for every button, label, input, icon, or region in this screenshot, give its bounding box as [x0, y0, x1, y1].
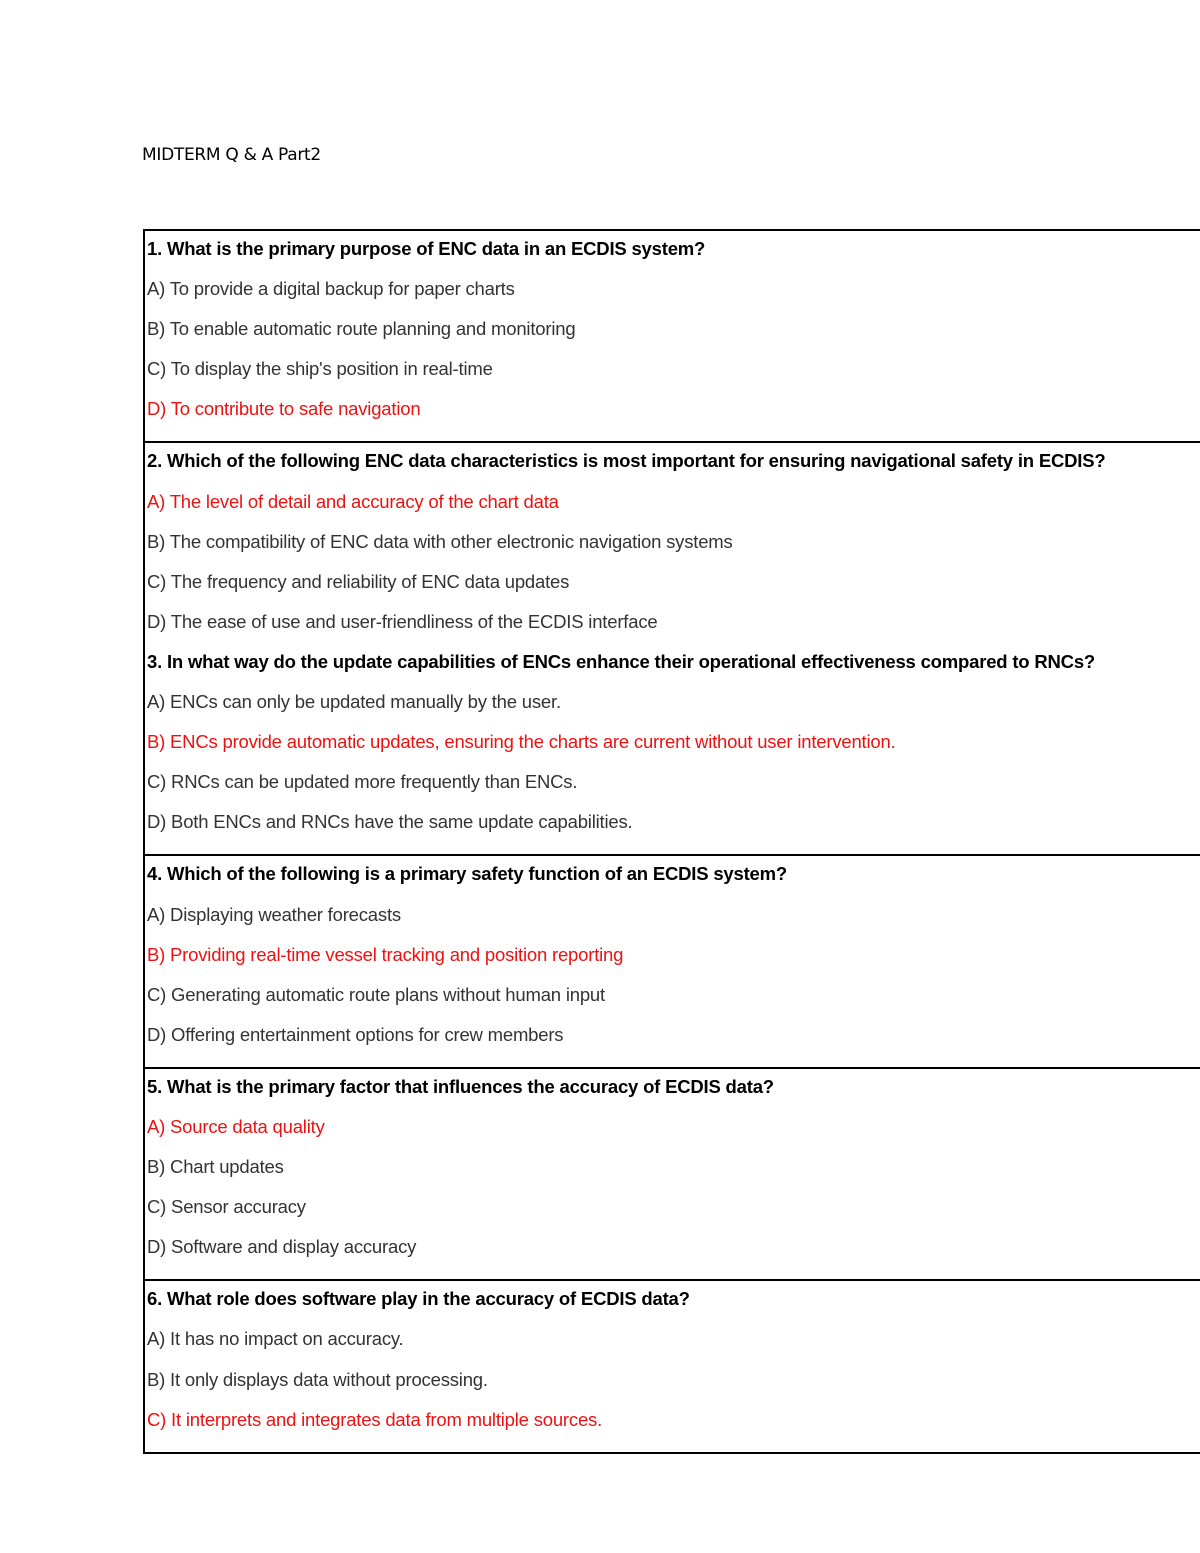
answer-option: D) The ease of use and user-friendliness of the ECDIS interface	[147, 610, 658, 632]
answer-option: B) To enable automatic route planning and monitoring	[147, 318, 576, 340]
question-block-2	[145, 441, 1200, 854]
question-block-4	[145, 854, 1200, 1066]
correct-answer-option: B) Providing real-time vessel tracking and position reporting	[147, 943, 624, 965]
answer-option: C) Generating automatic route plans without human input	[147, 983, 605, 1005]
question-text: 1. What is the primary purpose of ENC data in an ECDIS system?	[147, 238, 706, 259]
answer-option: C) Sensor accuracy	[147, 1196, 306, 1218]
question-block-6	[145, 1279, 1200, 1451]
correct-answer-option: C) It interprets and integrates data from multiple sources.	[147, 1408, 603, 1430]
answer-option: D) Offering entertainment options for crew members	[147, 1023, 564, 1045]
answer-option: A) To provide a digital backup for paper charts	[147, 278, 515, 300]
question-block-5	[145, 1067, 1200, 1279]
qa-table	[143, 229, 1200, 1454]
answer-option: A) Displaying weather forecasts	[147, 903, 401, 925]
question-text: 3. In what way do the update capabilities of ENCs enhance their operational effectiveness compared to RNCs?	[147, 650, 1096, 672]
answer-option: B) The compatibility of ENC data with other electronic navigation systems	[147, 530, 733, 552]
answer-option: D) Software and display accuracy	[147, 1236, 417, 1258]
answer-option: B) It only displays data without processing.	[147, 1368, 488, 1390]
question-text: 2. Which of the following ENC data characteristics is most important for ensuring navigational safety in ECDIS?	[147, 450, 1106, 472]
correct-answer-option: A) Source data quality	[147, 1115, 325, 1137]
question-text: 4. Which of the following is a primary safety function of an ECDIS system?	[147, 863, 787, 885]
question-text: 5. What is the primary factor that influences the accuracy of ECDIS data?	[147, 1075, 774, 1097]
answer-option: D) Both ENCs and RNCs have the same update capabilities.	[147, 811, 633, 833]
answer-option: B) Chart updates	[147, 1156, 284, 1178]
correct-answer-option: D) To contribute to safe navigation	[147, 398, 421, 420]
answer-option: A) ENCs can only be updated manually by the user.	[147, 691, 561, 713]
answer-option: C) To display the ship's position in real-time	[147, 358, 493, 380]
correct-answer-option: B) ENCs provide automatic updates, ensuring the charts are current without user intervention.	[147, 731, 896, 753]
correct-answer-option: A) The level of detail and accuracy of the chart data	[147, 490, 559, 512]
question-block-1	[145, 229, 1200, 441]
answer-option: A) It has no impact on accuracy.	[147, 1328, 404, 1350]
question-text: 6. What role does software play in the accuracy of ECDIS data?	[147, 1288, 690, 1310]
answer-option: C) The frequency and reliability of ENC data updates	[147, 570, 570, 592]
answer-option: C) RNCs can be updated more frequently than ENCs.	[147, 771, 578, 793]
document-title: MIDTERM Q & A Part2	[142, 145, 321, 165]
